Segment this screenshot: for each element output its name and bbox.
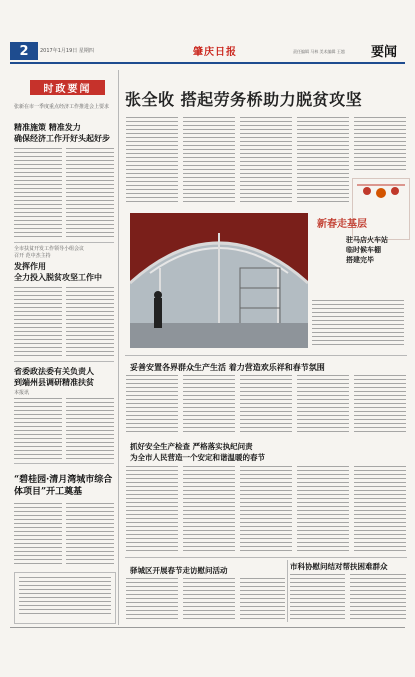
story4-body	[66, 503, 114, 565]
story4-headline-1: “碧桂园·清月湾城市综合	[14, 475, 113, 485]
notice-text	[19, 577, 111, 617]
main-headline: 张全收 搭起劳务桥助力脱贫攻坚	[125, 90, 363, 109]
bottom-right-body	[290, 574, 345, 622]
notice-box	[14, 572, 116, 624]
story3-headline-1: 省委政法委有关负责人	[14, 366, 94, 376]
safety-body	[354, 466, 406, 554]
main-body	[126, 117, 178, 202]
story2-headline-1: 发挥作用	[14, 261, 46, 271]
story4-headline-2: 体项目”开工奠基	[14, 487, 83, 497]
festive-box	[352, 178, 410, 240]
page-header	[10, 42, 405, 62]
main-body	[297, 117, 349, 202]
photo-caption-1: 驻马店火车站	[346, 235, 388, 244]
story-divider	[14, 242, 114, 243]
section-divider	[125, 355, 407, 356]
section-banner: 时政要闻	[30, 80, 105, 95]
story4-body	[14, 503, 62, 565]
bottom-left-headline: 驿城区开展春节走访慰问活动	[130, 566, 228, 575]
main-body	[183, 117, 235, 202]
story2-body	[66, 287, 114, 357]
photo-caption-text	[312, 300, 404, 345]
story1-headline-1: 精准施策 精准发力	[14, 122, 81, 132]
issue-date: 2017年1月19日 星期四	[40, 48, 94, 54]
section-title: 要闻	[370, 45, 397, 60]
story1-kicker: 张新在市一季度重点经济工作推进会上要求	[14, 104, 110, 110]
mid-body	[297, 375, 349, 435]
story3-body	[66, 398, 114, 460]
story1-headline-2: 确保经济工作开好头起好步	[14, 133, 110, 143]
story1-body	[14, 148, 62, 238]
section-divider	[125, 557, 407, 558]
column-divider	[287, 560, 288, 622]
story1-body	[66, 148, 114, 238]
mid-body	[240, 375, 292, 435]
story-divider	[14, 361, 114, 362]
safety-body	[183, 466, 235, 554]
safety-headline-1: 抓好安全生产检查 严格落实执纪问责	[130, 442, 253, 451]
bottom-left-body	[126, 578, 178, 622]
page-number: 2	[10, 42, 38, 60]
story2-kicker-1: 全市扶贫开发工作领导小组会议	[14, 246, 85, 252]
mid-body	[183, 375, 235, 435]
photo-caption-3: 搭建完毕	[346, 255, 374, 264]
tent-photo-icon	[130, 213, 308, 348]
bottom-right-headline: 市科协慰问结对帮扶困难群众	[290, 562, 388, 571]
story3-headline-2: 到端州县调研精准扶贫	[14, 377, 94, 387]
story3-byline: 本报讯	[14, 390, 30, 396]
story2-kicker-2: 召开 范中杰主持	[14, 253, 51, 259]
mid-body	[126, 375, 178, 435]
safety-headline-2: 为全市人民营造一个安定和谐温暖的春节	[130, 453, 265, 462]
train-station-photo	[130, 213, 308, 348]
story2-body	[14, 287, 62, 357]
photo-caption-2: 临时候车棚	[346, 245, 381, 254]
main-body	[240, 117, 292, 202]
bottom-right-body	[350, 574, 406, 622]
story2-headline-2: 全力投入脱贫攻坚工作中	[14, 272, 102, 282]
header-rule	[10, 62, 405, 64]
bottom-left-body	[183, 578, 235, 622]
safety-body	[240, 466, 292, 554]
mid-body	[354, 375, 406, 435]
mid-headline: 妥善安置各界群众生产生活 着力营造欢乐祥和春节氛围	[130, 362, 325, 372]
festive-label: 新春走基层	[317, 219, 367, 230]
safety-body	[297, 466, 349, 554]
bottom-left-body	[240, 578, 285, 622]
main-body	[354, 117, 406, 172]
lantern-decoration-icon	[353, 179, 409, 207]
safety-body	[126, 466, 178, 554]
masthead: 肇庆日报	[193, 47, 237, 58]
story-divider	[14, 463, 114, 464]
story3-body	[14, 398, 62, 460]
footer-rule	[10, 627, 405, 628]
column-divider	[118, 70, 119, 625]
editor-line: 责任编辑 马林 美术编辑 王越	[293, 49, 345, 54]
